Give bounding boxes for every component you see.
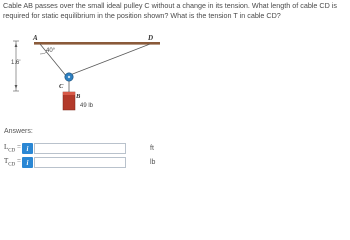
weight-label: 49 lb	[80, 103, 94, 109]
ceiling-beam	[34, 42, 160, 45]
point-C-label: C	[59, 83, 64, 90]
height-label: 1.6'	[11, 60, 21, 66]
answer-row-tension	[4, 157, 155, 168]
answers-heading: Answers:	[4, 128, 33, 135]
point-A-label: A	[33, 34, 38, 42]
answer-row-length	[4, 143, 154, 154]
tension-unit: lb	[150, 159, 156, 166]
question-text: Cable AB passes over the small ideal pulley C without a change in its tension. What length of cable CD is required for static equilibrium in the position shown? What is the tension T in cable CD?	[3, 1, 337, 20]
tension-label: $T_{CD}$ =	[4, 157, 21, 168]
info-button-tension[interactable]: i	[22, 157, 33, 168]
angle-label: 40°	[46, 48, 56, 54]
info-button-length[interactable]: i	[22, 143, 33, 154]
point-D-label: D	[148, 34, 154, 42]
tension-input[interactable]	[34, 157, 126, 168]
length-label: $L_{CD}$ =	[4, 143, 21, 154]
length-input[interactable]	[34, 143, 126, 154]
point-B-label: B	[76, 93, 81, 100]
length-unit: ft	[150, 145, 154, 152]
cable-CD	[70, 44, 150, 75]
